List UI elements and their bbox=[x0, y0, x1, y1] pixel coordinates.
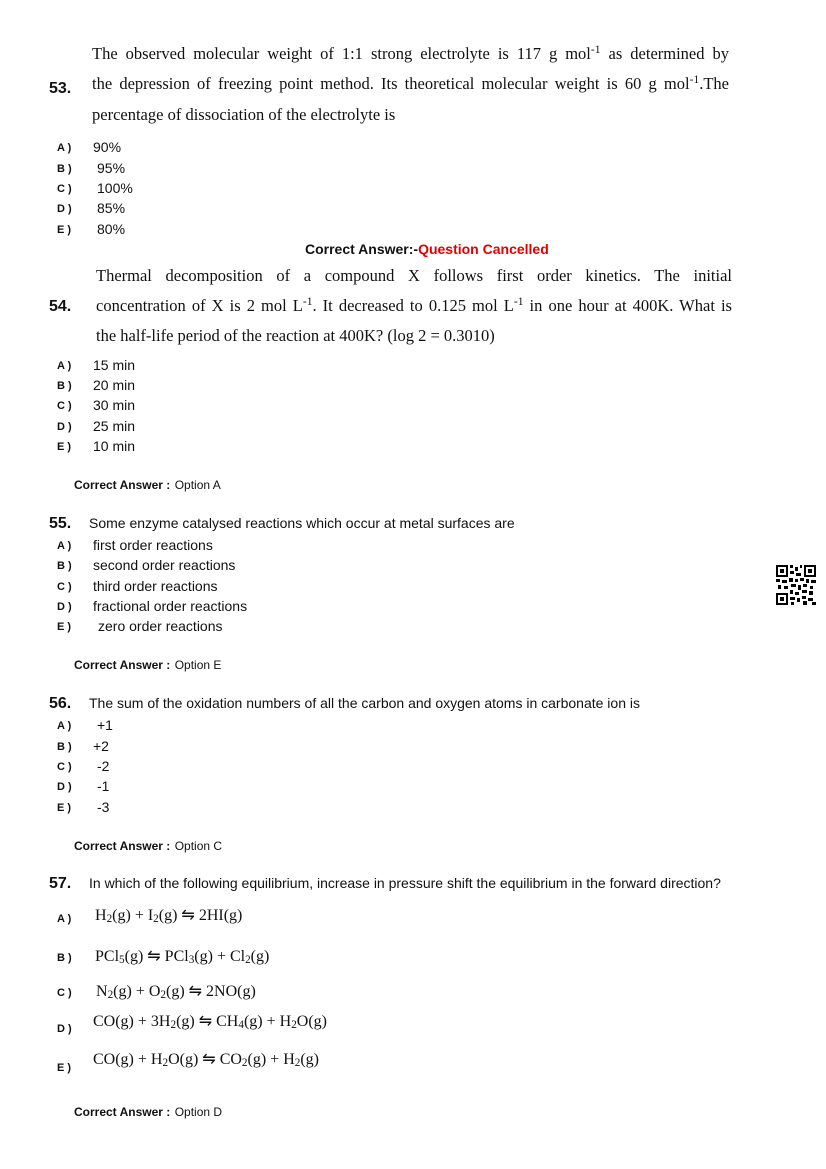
equilibrium-arrow-icon: ⇋ bbox=[147, 948, 161, 965]
option-label: A ) bbox=[57, 913, 72, 925]
question-text-line: percentage of dissociation of the electrolyte is bbox=[92, 105, 396, 124]
question-text-line: concentration of X is 2 mol $L^{-1}$. It decreased to 0.125 mol $L^{-1}$ in one hour at 400K. What is bbox=[96, 296, 732, 315]
option-text[interactable]: 10 min bbox=[93, 438, 136, 454]
option-label: E ) bbox=[57, 1062, 72, 1074]
option-equation[interactable]: $H_2(g) + I_2(g)$ ⇋ 2HI(g) bbox=[95, 907, 243, 925]
question-number: 54. bbox=[49, 298, 72, 315]
option-text[interactable]: fractional order reactions bbox=[93, 598, 248, 614]
option-label: D ) bbox=[57, 421, 72, 433]
correct-answer: Correct Answer : Option D bbox=[74, 1105, 223, 1119]
option-text[interactable]: 25 min bbox=[93, 418, 136, 434]
option-label: E ) bbox=[57, 224, 72, 236]
option-text[interactable]: -3 bbox=[97, 799, 110, 815]
question-text-line: the half-life period of the reaction at 400K? (log 2 = 0.3010) bbox=[96, 326, 495, 345]
option-label: B ) bbox=[57, 560, 72, 572]
question-text: In which of the following equilibrium, increase in pressure shift the equilibrium in the forward direction? bbox=[89, 875, 721, 891]
option-label: D ) bbox=[57, 203, 72, 215]
option-equation[interactable]: $N_2(g) + O_2(g)$ ⇋ 2NO(g) bbox=[96, 983, 256, 1001]
option-label: A ) bbox=[57, 142, 72, 154]
question-text-line: the depression of freezing point method. Its theoretical molecular weight is 60 g mol$^{-1}$.The bbox=[92, 74, 729, 93]
option-label: A ) bbox=[57, 540, 72, 552]
option-label: D ) bbox=[57, 601, 72, 613]
option-text[interactable]: 20 min bbox=[93, 377, 136, 393]
option-label: D ) bbox=[57, 781, 72, 793]
equilibrium-arrow-icon: ⇋ bbox=[181, 907, 195, 924]
option-text[interactable]: 95% bbox=[97, 160, 126, 176]
option-label: A ) bbox=[57, 720, 72, 732]
option-label: A ) bbox=[57, 360, 72, 372]
option-text[interactable]: +1 bbox=[97, 717, 113, 733]
question-number: 56. bbox=[49, 695, 72, 712]
equilibrium-arrow-icon: ⇋ bbox=[202, 1051, 216, 1068]
option-text[interactable]: third order reactions bbox=[93, 578, 218, 594]
correct-answer: Correct Answer : Option A bbox=[74, 478, 221, 492]
option-label: C ) bbox=[57, 183, 72, 195]
option-label: B ) bbox=[57, 952, 72, 964]
correct-answer: Correct Answer : Option E bbox=[74, 658, 222, 672]
equilibrium-arrow-icon: ⇋ bbox=[198, 1013, 213, 1030]
option-text[interactable]: 15 min bbox=[93, 357, 136, 373]
option-label: E ) bbox=[57, 802, 72, 814]
question-number: 53. bbox=[49, 80, 72, 97]
question-text-line: The observed molecular weight of 1:1 strong electrolyte is 117 g mol$^{-1}$ as determined by bbox=[92, 44, 730, 63]
option-text[interactable]: zero order reactions bbox=[98, 618, 223, 634]
option-label: C ) bbox=[57, 987, 72, 999]
option-label: E ) bbox=[57, 621, 72, 633]
option-label: B ) bbox=[57, 163, 72, 175]
option-equation[interactable]: $CO(g) + 3H_2(g)$ ⇋ $CH_4(g) + H_2O(g)$ bbox=[93, 1013, 327, 1031]
qr-code-icon bbox=[776, 565, 816, 605]
option-text[interactable]: -1 bbox=[97, 778, 110, 794]
question-number: 55. bbox=[49, 515, 72, 532]
option-text[interactable]: 90% bbox=[93, 139, 122, 155]
option-label: C ) bbox=[57, 761, 72, 773]
correct-answer: Correct Answer : Option C bbox=[74, 839, 223, 853]
option-text[interactable]: first order reactions bbox=[93, 537, 213, 553]
option-text[interactable]: +2 bbox=[93, 738, 109, 754]
option-label: C ) bbox=[57, 581, 72, 593]
option-equation[interactable]: PCl$_5$(g) ⇋ $PCl_3(g) + Cl_2(g)$ bbox=[95, 948, 270, 966]
option-text[interactable]: -2 bbox=[97, 758, 110, 774]
option-text[interactable]: 80% bbox=[97, 221, 126, 237]
question-text-line: Thermal decomposition of a compound X follows first order kinetics. The initial bbox=[96, 266, 732, 285]
option-label: C ) bbox=[57, 400, 72, 412]
option-text[interactable]: second order reactions bbox=[93, 557, 236, 573]
correct-answer: Correct Answer:-Question Cancelled bbox=[305, 241, 549, 257]
option-label: E ) bbox=[57, 441, 72, 453]
option-equation[interactable]: $CO(g) + H_2O(g)$ ⇋ $CO_2(g) + H_2(g)$ bbox=[93, 1051, 319, 1069]
question-number: 57. bbox=[49, 875, 72, 892]
option-text[interactable]: 85% bbox=[97, 200, 126, 216]
cancelled-status: Question Cancelled bbox=[418, 241, 549, 257]
equilibrium-arrow-icon: ⇋ bbox=[188, 983, 203, 1000]
question-text: The sum of the oxidation numbers of all the carbon and oxygen atoms in carbonate ion is bbox=[89, 695, 640, 711]
question-text: Some enzyme catalysed reactions which occur at metal surfaces are bbox=[89, 515, 515, 531]
option-label: B ) bbox=[57, 741, 72, 753]
option-text[interactable]: 30 min bbox=[93, 397, 136, 413]
option-label: B ) bbox=[57, 380, 72, 392]
option-text[interactable]: 100% bbox=[97, 180, 133, 196]
option-label: D ) bbox=[57, 1023, 72, 1035]
